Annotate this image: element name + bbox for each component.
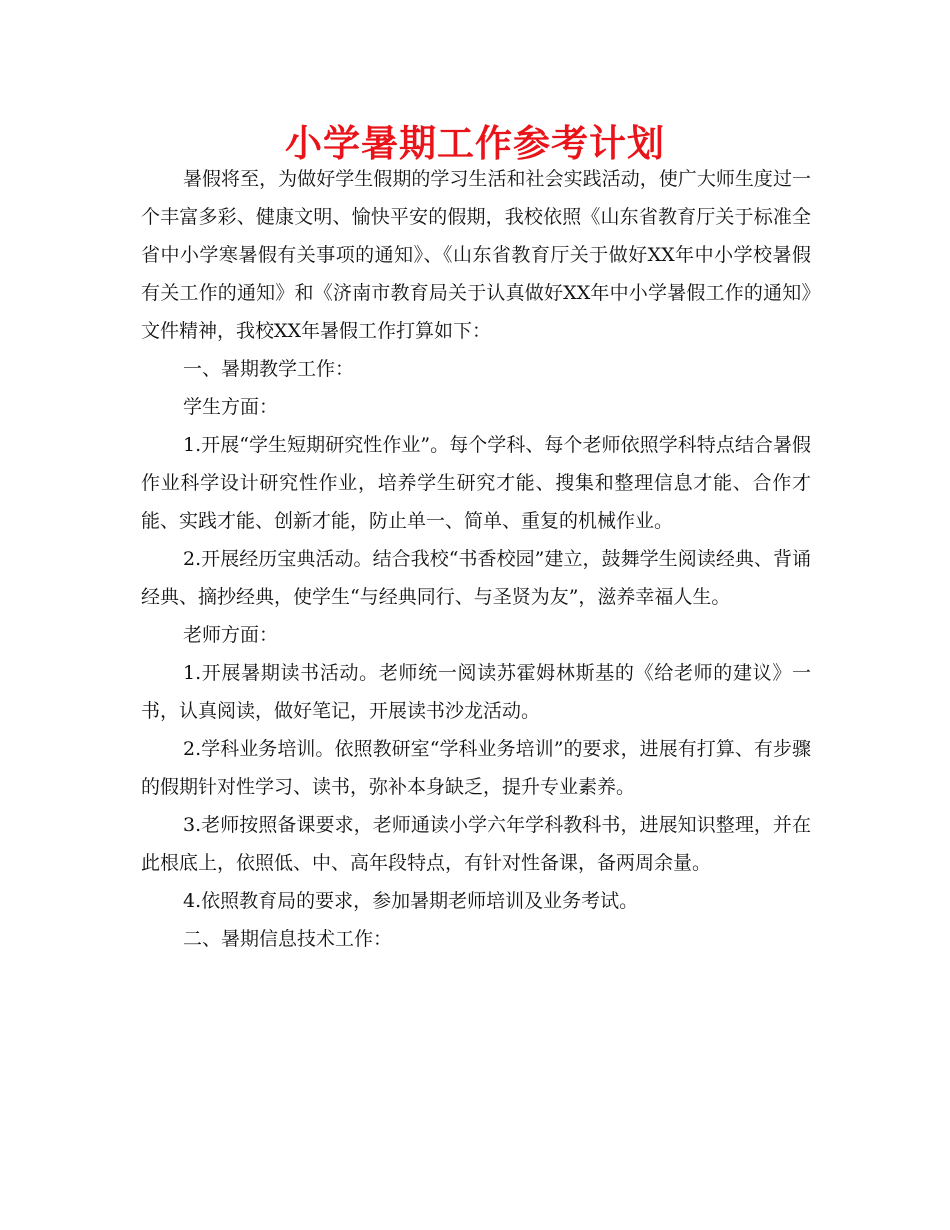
document-title: 小学暑期工作参考计划 [285, 122, 665, 165]
heading-summer-teaching: 一、暑期教学工作： [183, 358, 355, 380]
paragraph-teacher-item-2: 2.学科业务培训。依照教研室“学科业务培训”的要求，进展有打算、有步骤的假期针对性学习、读书，弥补本身缺乏，提升专业素养。 [141, 738, 811, 798]
paragraph-teacher-item-4: 4.依照教育局的要求，参加暑期老师培训及业务考试。 [183, 890, 639, 912]
subheading-students: 学生方面： [183, 396, 279, 418]
paragraph-teacher-item-1: 1.开展暑期读书活动。老师统一阅读苏霍姆林斯基的《给老师的建议》一书，认真阅读，做好笔记，开展读书沙龙活动。 [141, 662, 811, 722]
document-body [141, 160, 811, 958]
paragraph-intro: 暑假将至，为做好学生假期的学习生活和社会实践活动，使广大师生度过一个丰富多彩、健康文明、愉快平安的假期，我校依照《山东省教育厅关于标准全省中小学寒暑假有关事项的通知》、《山东省教育厅关于做好XX年中小学校暑假有关工作的通知》和《济南市教育局关于认真做好XX年中小学暑假工作的通知》文件精神，我校XX年暑假工作打算如下： [141, 168, 811, 342]
heading-summer-it: 二、暑期信息技术工作： [183, 928, 393, 950]
subheading-teachers: 老师方面： [183, 624, 279, 646]
paragraph-student-item-2: 2.开展经历宝典活动。结合我校“书香校园”建立，鼓舞学生阅读经典、背诵经典、摘抄经典，使学生“与经典同行、与圣贤为友”，滋养幸福人生。 [141, 548, 811, 608]
paragraph-student-item-1: 1.开展“学生短期研究性作业”。每个学科、每个老师依照学科特点结合暑假作业科学设计研究性作业，培养学生研究才能、搜集和整理信息才能、合作才能、实践才能、创新才能，防止单一、简单、重复的机械作业。 [141, 434, 811, 532]
paragraph-teacher-item-3: 3.老师按照备课要求，老师通读小学六年学科教科书，进展知识整理，并在此根底上，依照低、中、高年段特点，有针对性备课，备两周余量。 [141, 814, 811, 874]
